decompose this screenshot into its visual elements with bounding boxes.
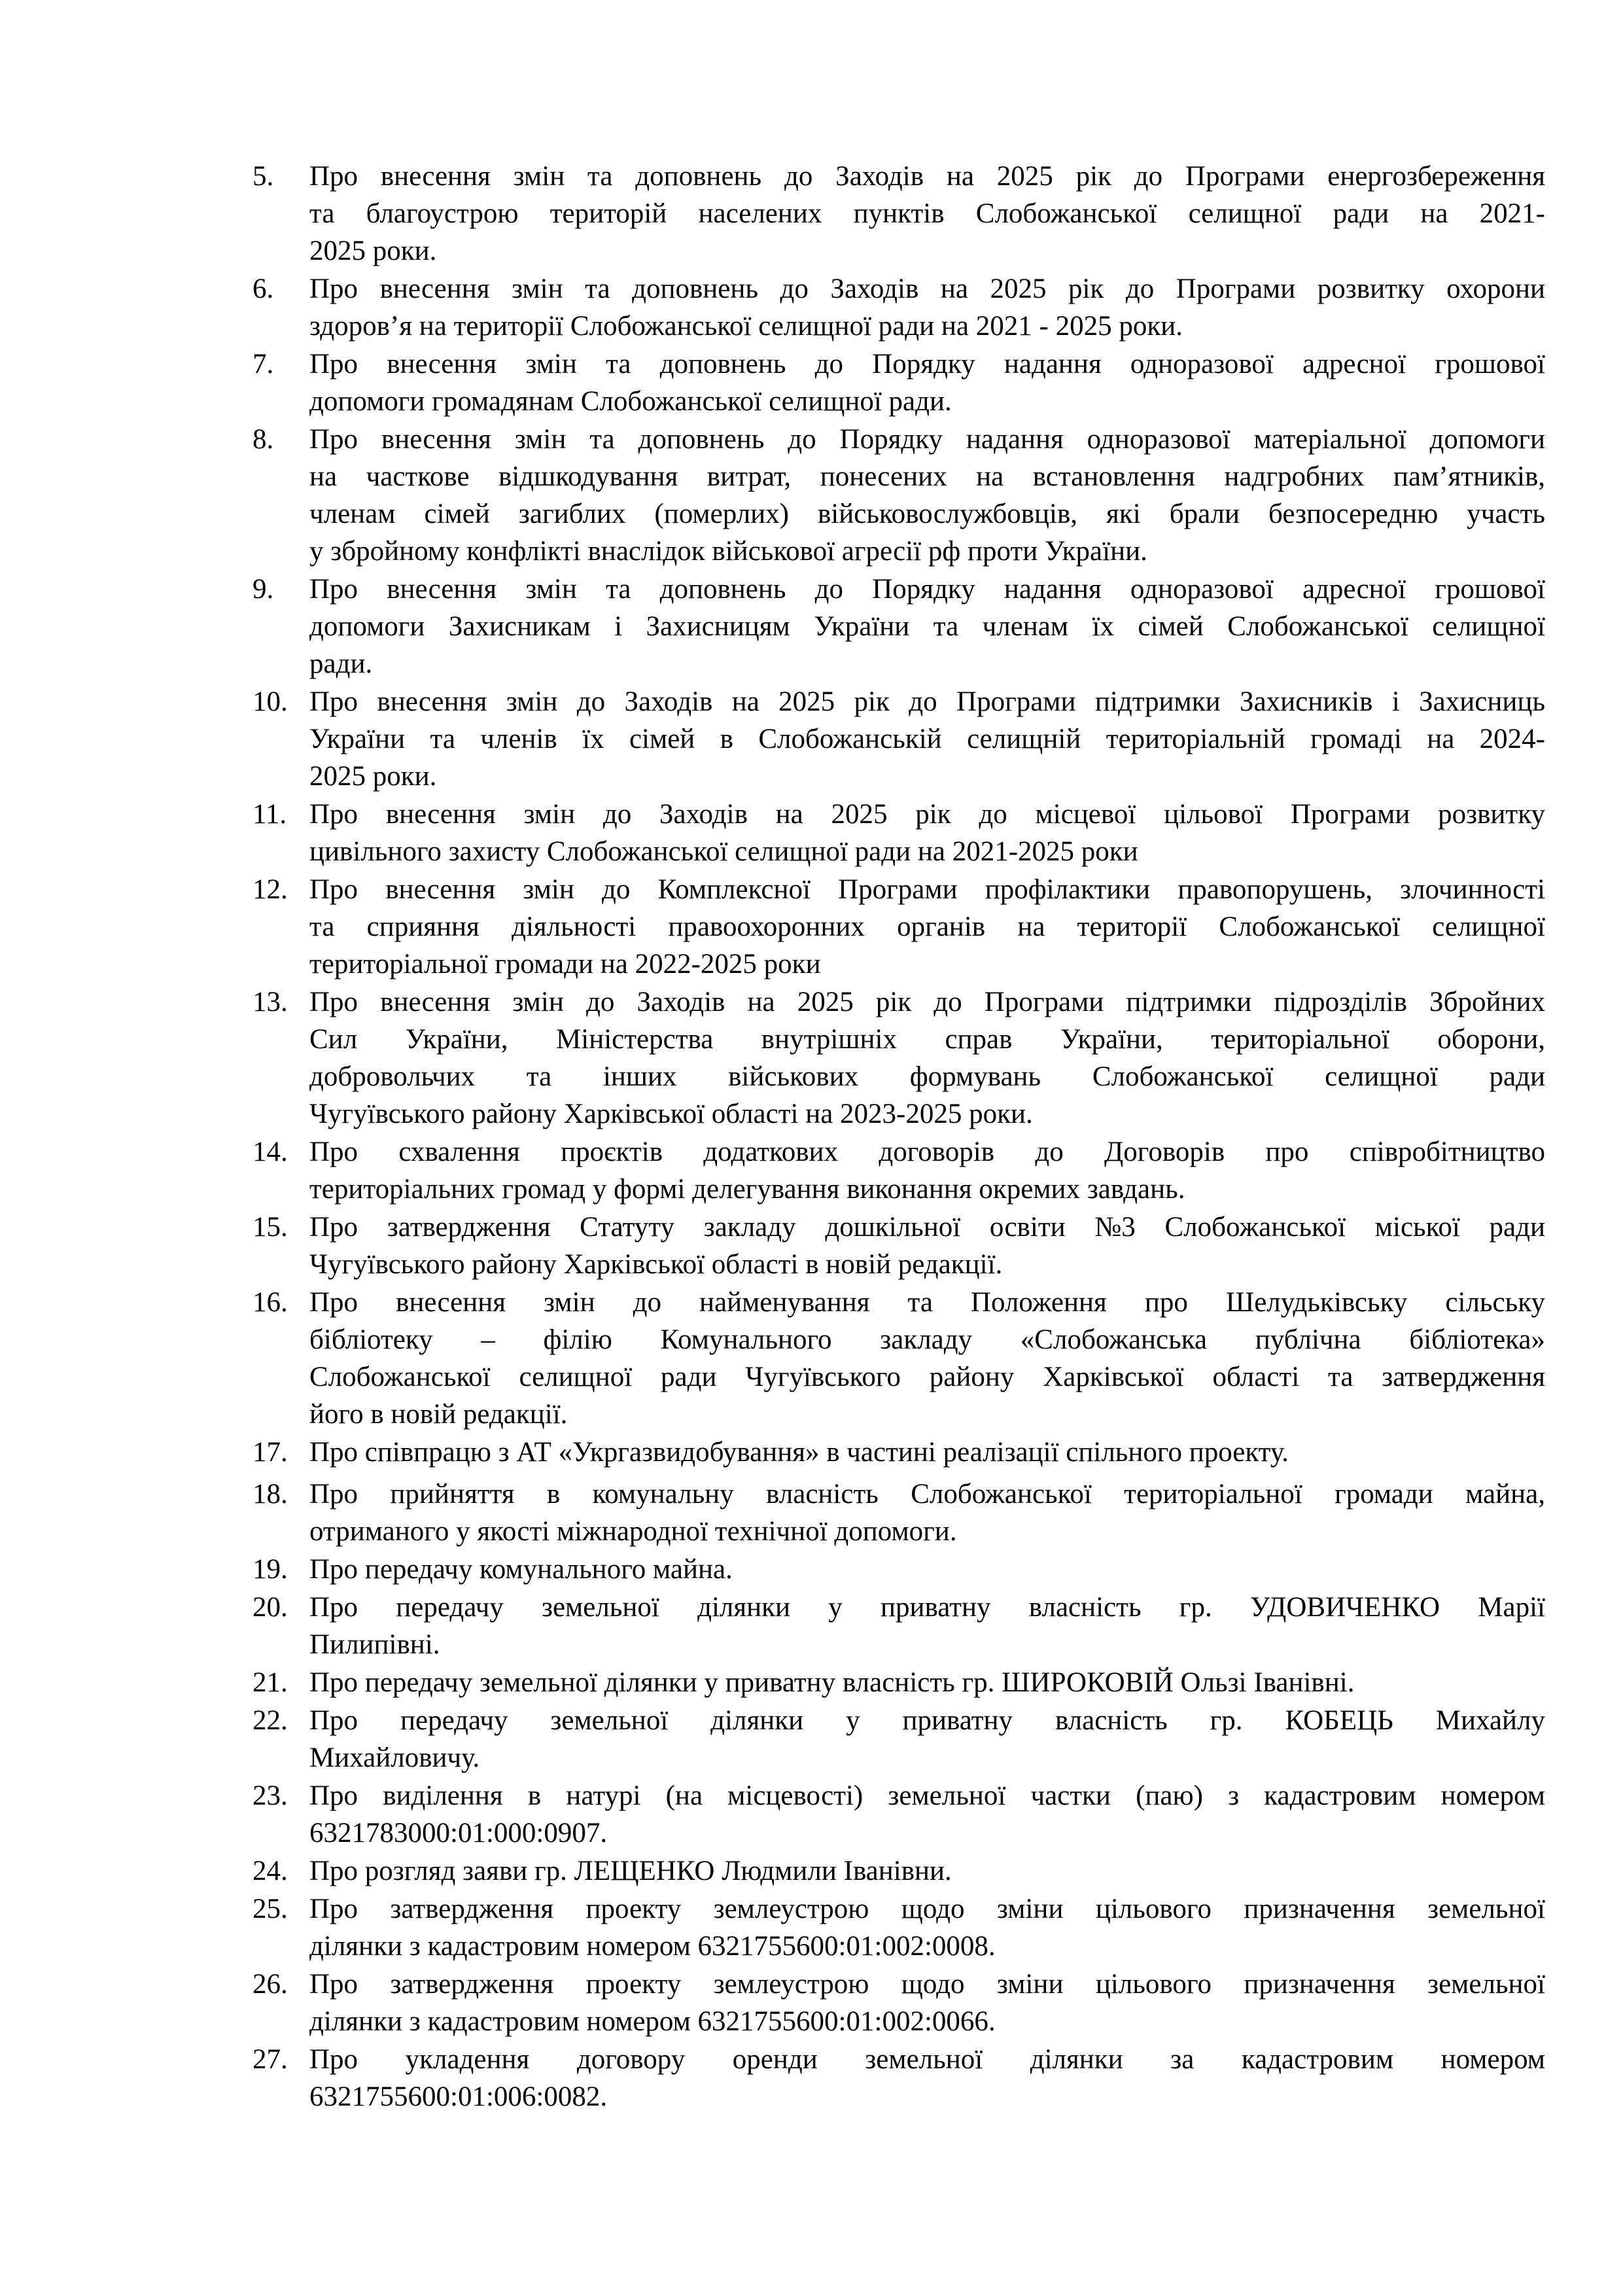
agenda-item-text-line: Про затвердження проекту землеустрою щодо зміни цільового призначення земельної (309, 1969, 1545, 2000)
agenda-item (253, 983, 1545, 1133)
agenda-item-text-line: Михайловичу. (309, 1742, 480, 1773)
agenda-item-text-line: 6321783000:01:000:0907. (309, 1818, 608, 1848)
agenda-item-text-line: Про прийняття в комунальну власність Слобожанської територіальної громади майна, (309, 1479, 1545, 1510)
agenda-item (253, 1664, 1545, 1701)
agenda-item-text-line: бібліотеку – філію Комунального закладу «Слобожанська публічна бібліотека» (309, 1324, 1545, 1355)
agenda-item (253, 1890, 1545, 1965)
agenda-list (253, 158, 1545, 2116)
agenda-item-text-line: Про схвалення проєктів додаткових договорів до Договорів про співробітництво (309, 1137, 1545, 1167)
agenda-item-text-line: Про внесення змін до Комплексної Програми профілактики правопорушень, злочинності (309, 874, 1545, 905)
agenda-item (253, 421, 1545, 570)
agenda-item-number: 21. (253, 1667, 288, 1698)
agenda-item-text-line: Про внесення змін до Заходів на 2025 рік до Програми підтримки Захисників і Захисниць (309, 686, 1545, 717)
agenda-item-number: 19. (253, 1554, 288, 1585)
agenda-item-text-line: допомоги Захисникам і Захисницям України та членам їх сімей Слобожанської селищної (309, 611, 1545, 642)
agenda-item-text-line: Про передачу земельної ділянки у приватну власність гр. УДОВИЧЕНКО Марії (309, 1592, 1545, 1623)
agenda-item-text-line: ділянки з кадастровим номером 6321755600:01:002:0008. (309, 1931, 996, 1962)
agenda-item-text-line: ради. (309, 648, 373, 679)
agenda-item-number: 16. (253, 1287, 288, 1318)
agenda-item-text-line: Про внесення змін та доповнень до Порядку надання одноразової матеріальної допомоги (309, 424, 1545, 455)
agenda-item-number: 6. (253, 274, 274, 304)
agenda-item (253, 871, 1545, 983)
agenda-item (253, 345, 1545, 420)
agenda-item-text-line: його в новій редакції. (309, 1399, 568, 1430)
agenda-item-text-line: членам сімей загиблих (померлих) військовослужбовців, які брали безпосередню участь (309, 499, 1545, 529)
agenda-item (253, 571, 1545, 682)
agenda-item-text-line: ділянки з кадастровим номером 6321755600:01:002:0066. (309, 2006, 996, 2037)
agenda-item-text-line: 2025 роки. (309, 236, 437, 266)
agenda-item-number: 17. (253, 1437, 288, 1468)
agenda-item-text-line: Про внесення змін до найменування та Положення про Шелудьківську сільську (309, 1287, 1545, 1318)
agenda-item-text-line: Про передачу комунального майна. (309, 1554, 733, 1585)
agenda-item-text-line: Про виділення в натурі (на місцевості) земельної частки (паю) з кадастровим номером (309, 1780, 1545, 1811)
agenda-item-number: 12. (253, 874, 288, 905)
agenda-item-text-line: України та членів їх сімей в Слобожанській селищній територіальній громаді на 2024- (309, 724, 1545, 754)
agenda-item-number: 14. (253, 1137, 288, 1167)
agenda-item-number: 18. (253, 1479, 288, 1510)
agenda-item-text-line: у збройному конфлікті внаслідок військової агресії рф проти України. (309, 536, 1147, 567)
agenda-item-text-line: Слобожанської селищної ради Чугуївського району Харківської області та затвердження (309, 1362, 1545, 1392)
agenda-item-number: 27. (253, 2044, 288, 2075)
agenda-item-number: 23. (253, 1780, 288, 1811)
agenda-item-text-line: цивільного захисту Слобожанської селищної ради на 2021-2025 роки (309, 836, 1138, 867)
agenda-item-number: 22. (253, 1705, 288, 1736)
agenda-item-text-line: 2025 роки. (309, 761, 437, 792)
agenda-item-text-line: Про затвердження проекту землеустрою щодо зміни цільового призначення земельної (309, 1894, 1545, 1924)
agenda-item-number: 13. (253, 987, 288, 1017)
agenda-item (253, 1475, 1545, 1550)
agenda-item (253, 1702, 1545, 1776)
agenda-item-text-line: Про розгляд заяви гр. ЛЕЩЕНКО Людмили Іванівни. (309, 1856, 952, 1886)
agenda-item (253, 1852, 1545, 1890)
agenda-item-text-line: та сприяння діяльності правоохоронних органів на території Слобожанської селищної (309, 911, 1545, 942)
agenda-item-text-line: Про внесення змін до Заходів на 2025 рік до місцевої цільової Програми розвитку (309, 799, 1545, 830)
agenda-item-text-line: Про внесення змін та доповнень до Заходів на 2025 рік до Програми енергозбереження (309, 161, 1545, 192)
agenda-item-number: 24. (253, 1856, 288, 1886)
agenda-item (253, 1133, 1545, 1208)
agenda-item-number: 20. (253, 1592, 288, 1623)
agenda-item (253, 1209, 1545, 1283)
agenda-item (253, 2041, 1545, 2115)
agenda-item (253, 270, 1545, 345)
agenda-item-text-line: Про передачу земельної ділянки у приватну власність гр. КОБЕЦЬ Михайлу (309, 1705, 1545, 1736)
agenda-item-number: 9. (253, 574, 274, 605)
agenda-item-text-line: Про внесення змін та доповнень до Порядку надання одноразової адресної грошової (309, 574, 1545, 605)
agenda-item-text-line: територіальних громад у формі делегування виконання окремих завдань. (309, 1174, 1185, 1205)
agenda-item-number: 5. (253, 161, 274, 192)
agenda-item-text-line: допомоги громадянам Слобожанської селищної ради. (309, 386, 952, 417)
agenda-item-text-line: Про укладення договору оренди земельної ділянки за кадастровим номером (309, 2044, 1545, 2075)
agenda-item-text-line: Чугуївського району Харківської області на 2023-2025 роки. (309, 1099, 1033, 1129)
agenda-item-text-line: територіальної громади на 2022-2025 роки (309, 949, 821, 980)
agenda-item-number: 26. (253, 1969, 288, 2000)
agenda-item (253, 1966, 1545, 2040)
agenda-item-text-line: Сил України, Міністерства внутрішніх справ України, територіальної оборони, (309, 1024, 1545, 1055)
agenda-item-number: 8. (253, 424, 274, 455)
agenda-item-number: 11. (253, 799, 287, 830)
agenda-item (253, 1551, 1545, 1588)
agenda-item (253, 1589, 1545, 1663)
agenda-item-text-line: Про внесення змін та доповнень до Заходів на 2025 рік до Програми розвитку охорони (309, 274, 1545, 304)
agenda-item (253, 1434, 1545, 1471)
agenda-item (253, 1777, 1545, 1852)
agenda-item-text-line: Про внесення змін та доповнень до Порядку надання одноразової адресної грошової (309, 349, 1545, 380)
agenda-item-text-line: отриманого у якості міжнародної технічної допомоги. (309, 1516, 957, 1547)
agenda-item-text-line: 6321755600:01:006:0082. (309, 2081, 608, 2112)
agenda-item (253, 683, 1545, 795)
agenda-item-text-line: Про внесення змін до Заходів на 2025 рік до Програми підтримки підрозділів Збройних (309, 987, 1545, 1017)
agenda-item-text-line: Чугуївського району Харківської області в новій редакції. (309, 1249, 1003, 1280)
agenda-item-text-line: та благоустрою територій населених пунктів Слобожанської селищної ради на 2021- (309, 198, 1545, 229)
agenda-item-text-line: на часткове відшкодування витрат, понесених на встановлення надгробних пам’ятників, (309, 461, 1545, 492)
agenda-item-text-line: Пилипівні. (309, 1629, 440, 1660)
agenda-item-number: 15. (253, 1212, 288, 1243)
agenda-item-text-line: добровольчих та інших військових формувань Слобожанської селищної ради (309, 1061, 1545, 1092)
agenda-item-text-line: Про затвердження Статуту закладу дошкільної освіти №3 Слобожанської міської ради (309, 1212, 1545, 1243)
agenda-item-text-line: здоров’я на території Слобожанської селищної ради на 2021 - 2025 роки. (309, 311, 1183, 342)
agenda-item (253, 796, 1545, 870)
agenda-item-number: 25. (253, 1894, 288, 1924)
agenda-item-number: 7. (253, 349, 274, 380)
agenda-item (253, 158, 1545, 270)
agenda-item-text-line: Про співпрацю з АТ «Укргазвидобування» в частині реалізації спільного проекту. (309, 1437, 1289, 1468)
agenda-item-number: 10. (253, 686, 288, 717)
agenda-item (253, 1284, 1545, 1433)
agenda-item-text-line: Про передачу земельної ділянки у приватну власність гр. ШИРОКОВІЙ Ользі Іванівні. (309, 1667, 1355, 1698)
